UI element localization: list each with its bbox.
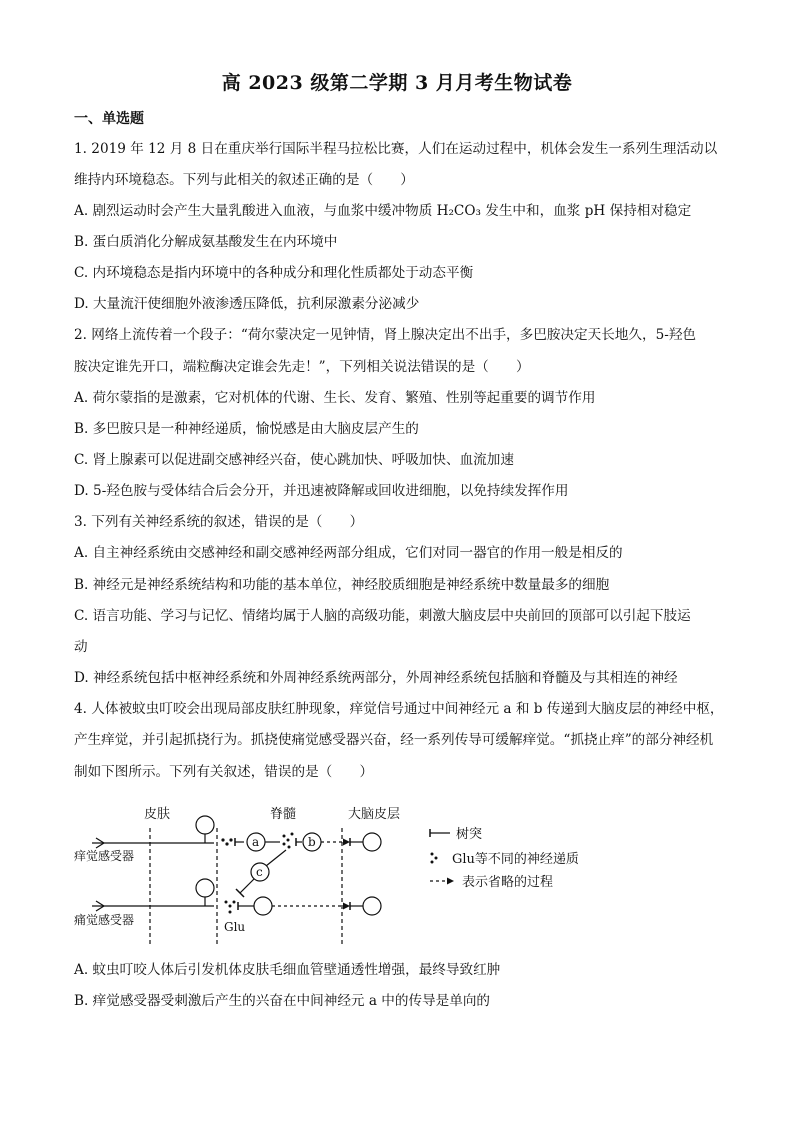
glu-dots-icon <box>225 901 236 914</box>
section-heading: 一、单选题 <box>74 111 144 127</box>
q1-option-c: C. 内环境稳态是指内环境中的各种成分和理化性质都处于动态平衡 <box>74 265 474 281</box>
q2-option-c: C. 肾上腺素可以促进副交感神经兴奋，使心跳加快、呼吸加快、血流加速 <box>74 452 514 468</box>
q1-option-a: A. 剧烈运动时会产生大量乳酸进入血液，与血浆中缓冲物质 H₂CO₃ 发生中和，血浆 pH 保持相对稳定 <box>74 203 692 219</box>
q1-option-b: B. 蛋白质消化分解成氨基酸发生在内环境中 <box>74 234 338 250</box>
cortex-neuron-itch <box>363 833 381 851</box>
q2-stem-line-1: 2. 网络上流传着一个段子：“荷尔蒙决定一见钟情，肾上腺决定出不出手，多巴胺决定天长地久，5-羟色 <box>74 327 697 343</box>
legend-transmitter: Glu等不同的神经递质 <box>452 852 579 867</box>
q1-option-d: D. 大量流汗使细胞外液渗透压降低，抗利尿激素分泌减少 <box>74 296 420 312</box>
q2-option-d: D. 5-羟色胺与受体结合后会分开，并迅速被降解或回收进细胞，以免持续发挥作用 <box>74 483 569 499</box>
glu-label: Glu <box>224 920 246 934</box>
neuron-b-label: b <box>308 835 316 849</box>
q3-stem: 3. 下列有关神经系统的叙述，错误的是（ ） <box>74 514 364 530</box>
q4-option-b: B. 痒觉感受器受刺激后产生的兴奋在中间神经元 a 中的传导是单向的 <box>74 993 491 1009</box>
cortex-neuron-pain <box>363 897 381 915</box>
page-title: 高 2023 级第二学期 3 月月考生物试卷 <box>221 72 573 94</box>
spinal-cord-label: 脊髓 <box>270 807 297 822</box>
q3-option-b: B. 神经元是神经系统结构和功能的基本单位，神经胶质细胞是神经系统中数量最多的细胞 <box>74 577 610 593</box>
transmitter-legend-icon <box>431 853 438 864</box>
q4-stem-line-3: 制如下图所示。下列有关叙述，错误的是（ ） <box>74 764 374 780</box>
synapse-dots-icon <box>283 833 294 849</box>
q4-stem-line-1: 4. 人体被蚊虫叮咬会出现局部皮肤红肿现象，痒觉信号通过中间神经元 a 和 b 传递到大脑皮层的神经中枢， <box>74 701 724 717</box>
q2-option-a: A. 荷尔蒙指的是激素，它对机体的代谢、生长、发育、繁殖、性别等起重要的调节作用 <box>74 390 596 406</box>
itch-receptor-label: 痒觉感受器 <box>74 849 135 863</box>
neuron-a-label: a <box>252 835 260 849</box>
q1-stem-line-1: 1. 2019 年 12 月 8 日在重庆举行国际半程马拉松比赛，人们在运动过程中，机体会发生一系列生理活动以 <box>74 141 718 157</box>
q2-option-b: B. 多巴胺只是一种神经递质，愉悦感是由大脑皮层产生的 <box>74 421 419 437</box>
itch-neuron-soma <box>196 816 214 834</box>
q4-stem-line-2: 产生痒觉，并引起抓挠行为。抓挠使痛觉感受器兴奋，经一系列传导可缓解痒觉。“抓挠止痒”的部分神经机 <box>74 732 714 748</box>
spinal-pain-neuron <box>254 897 272 915</box>
pain-receptor-label: 痛觉感受器 <box>74 913 135 927</box>
q2-stem-line-2: 胺决定谁先开口，端粒酶决定谁会先走！”，下列相关说法错误的是（ ） <box>74 359 530 375</box>
legend-dendrite: 树突 <box>456 827 483 842</box>
legend-omitted: 表示省略的过程 <box>462 875 554 890</box>
q4-option-a: A. 蚊虫叮咬人体后引发机体皮肤毛细血管壁通透性增强，最终导致红肿 <box>74 962 501 978</box>
q3-option-a: A. 自主神经系统由交感神经和副交感神经两部分组成，它们对同一器官的作用一般是相反的 <box>74 545 623 561</box>
itch-scratch-neural-diagram <box>74 798 634 948</box>
pain-neuron-soma <box>196 879 214 897</box>
q3-option-c-line-1: C. 语言功能、学习与记忆、情绪均属于人脑的高级功能，刺激大脑皮层中央前回的顶部可以引起下肢运 <box>74 608 691 624</box>
q3-option-c-line-2: 动 <box>74 639 88 655</box>
q1-stem-line-2: 维持内环境稳态。下列与此相关的叙述正确的是（ ） <box>74 172 414 188</box>
neuron-c-label: c <box>256 865 263 879</box>
skin-label: 皮肤 <box>144 807 171 822</box>
synapse-dots-icon <box>221 838 232 845</box>
q3-option-d: D. 神经系统包括中枢神经系统和外周神经系统两部分，外周神经系统包括脑和脊髓及与其相连的神经 <box>74 670 678 686</box>
cortex-label: 大脑皮层 <box>348 807 401 822</box>
